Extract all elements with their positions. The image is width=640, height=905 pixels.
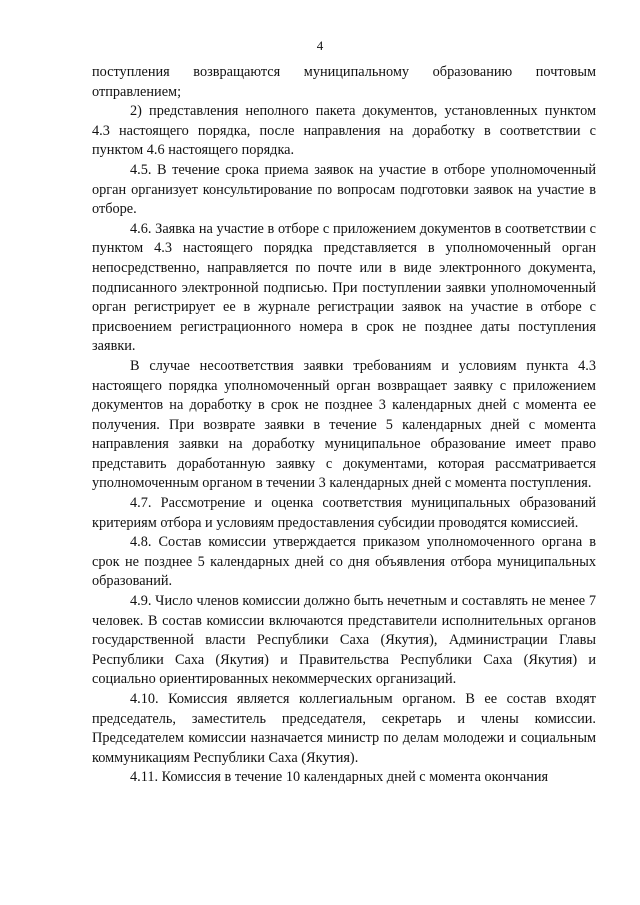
paragraph-4-11: 4.11. Комиссия в течение 10 календарных дней с момента окончания	[130, 769, 549, 786]
paragraph-continuation: поступления возвращаются муниципальному образованию почтовым отправлением;	[92, 64, 596, 100]
paragraph-4-9: 4.9. Число членов комиссии должно быть нечетным и составлять не менее 7 человек. В состав комиссии включаются представители исполнительных органов государственной власти Республики Саха (Якутия), Администрации Главы Республики Саха (Якутия) и Правительства Республики Саха (Якутия) и социально ориентированных некоммерческих организаций.	[92, 593, 596, 688]
paragraph-4-10: 4.10. Комиссия является коллегиальным органом. В ее состав входят председатель, заместитель председателя, секретарь и члены комиссии. Председателем комиссии назначается министр по делам молодежи и социальным коммуникациям Республики Саха (Якутия).	[92, 691, 596, 766]
paragraph-4-5: 4.5. В течение срока приема заявок на участие в отборе уполномоченный орган организует консультирование по вопросам подготовки заявок на участие в отборе.	[92, 161, 596, 218]
paragraph-4-6-return: В случае несоответствия заявки требованиям и условиям пункта 4.3 настоящего порядка уполномоченный орган возвращает заявку с приложением документов на доработку в срок не позднее 3 календарных дней с момента ее получения. При возврате заявки в течение 5 календарных дней с момента направления заявки на доработку муниципальное образование имеет право представить доработанную заявку с документами, которая рассматривается уполномоченным органом в течении 3 календарных дней с момента поступления.	[92, 357, 596, 492]
page-number: 4	[316, 38, 324, 53]
paragraph-4-6: 4.6. Заявка на участие в отборе с приложением документов в соответствии с пунктом 4.3 настоящего порядка представляется в уполномоченный орган непосредственно, направляется по почте или в виде электронного документа, подписанного электронной подписью. При поступлении заявки уполномоченный орган регистрирует ее в журнале регистрации заявок на участие в отборе с присвоением регистрационного номера в срок не позднее даты поступления заявки.	[92, 220, 596, 355]
paragraph-4-8: 4.8. Состав комиссии утверждается приказом уполномоченного органа в срок не позднее 5 календарных дней со дня объявления отбора муниципальных образований.	[92, 534, 596, 590]
paragraph-item-2: 2) представления неполного пакета документов, установленных пунктом 4.3 настоящего порядка, после направления на доработку в соответствии с пунктом 4.6 настоящего порядка.	[92, 103, 596, 159]
document-body	[92, 63, 596, 788]
paragraph-4-7: 4.7. Рассмотрение и оценка соответствия муниципальных образований критериям отбора и условиям предоставления субсидии проводятся комиссией.	[92, 495, 596, 531]
